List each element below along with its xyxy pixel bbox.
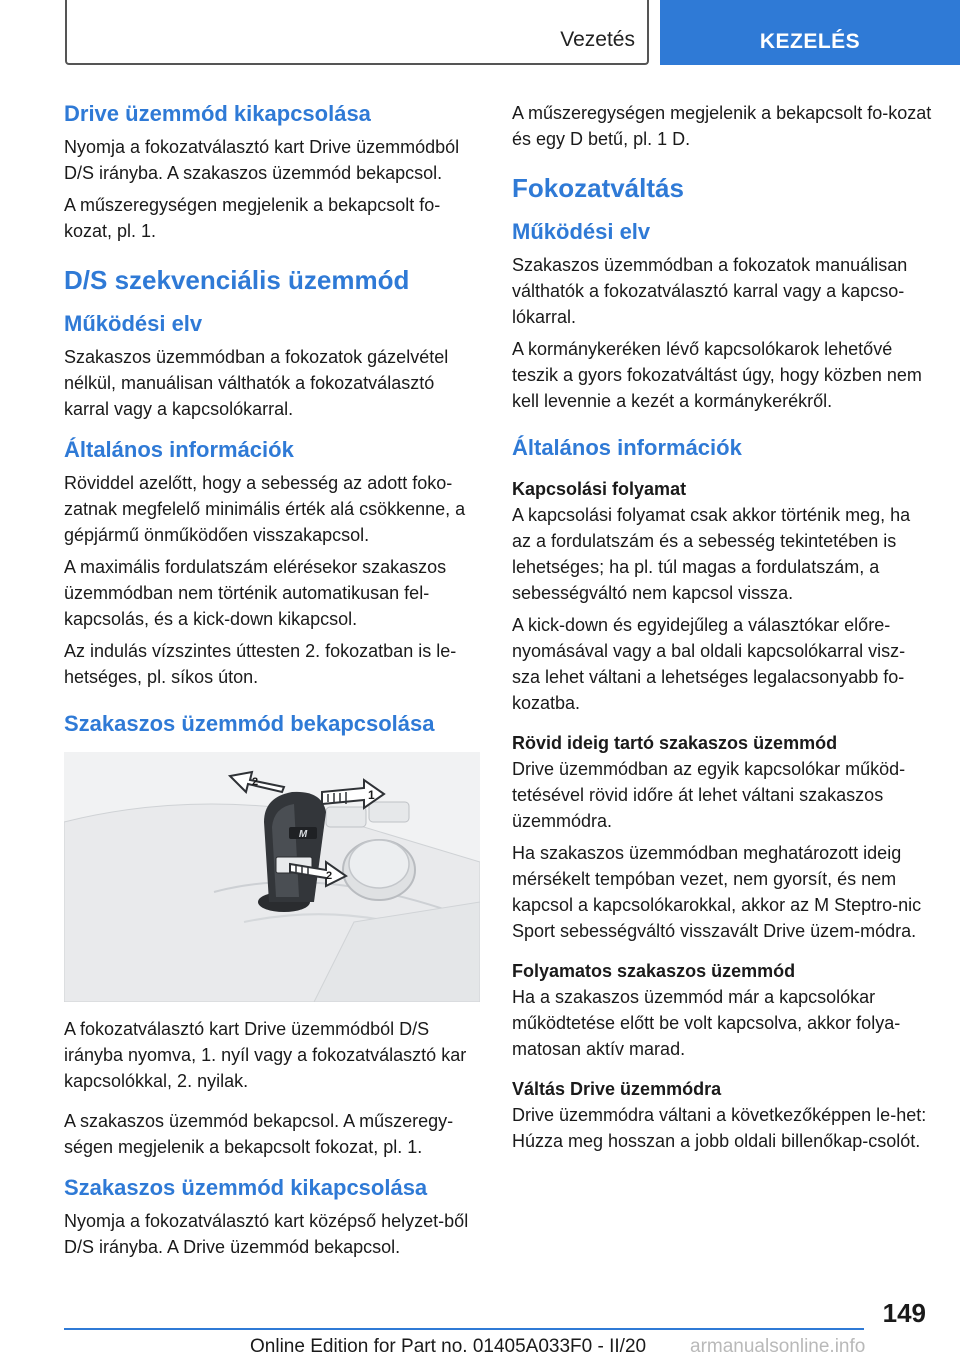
paragraph: A műszeregységen megjelenik a bekapcsolt fo-kozat és egy D betű, pl. 1 D. xyxy=(512,103,932,149)
paragraph: Az indulás vízszintes úttesten 2. fokozatban is le-hetséges, pl. síkos úton. xyxy=(64,641,457,687)
subheading-switch-to-drive: Váltás Drive üzemmódra xyxy=(512,1079,722,1099)
m-logo: M xyxy=(298,829,308,840)
arrow-2-top-label: 2 xyxy=(252,776,259,788)
paragraph: Ha a szakaszos üzemmód már a kapcsolókar működtetése előtt be volt kapcsolva, akkor folya-matosan aktív marad. xyxy=(512,987,901,1059)
paragraph: A kapcsolási folyamat csak akkor történik meg, ha az a fordulatszám és a sebesség tekintetében is lehetséges; ha pl. túl magas a fordulatszám, a sebességváltó nem kapcsol vissza. xyxy=(512,505,911,603)
paragraph: Ha szakaszos üzemmódban meghatározott ideig mérsékelt tempóban vezet, nem gyorsít, és nem kapcsol a kapcsolókarokkal, akkor az M Steptro-nic Sport sebességváltó visszavált Drive üzem-módra. xyxy=(512,843,922,941)
paragraph: Drive üzemmódra váltani a következőképpen le-het: Húzza meg hosszan a jobb oldali billenőkap-csolót. xyxy=(512,1105,927,1151)
subheading-process: Kapcsolási folyamat xyxy=(512,479,687,499)
page-number: 149 xyxy=(882,1298,926,1328)
paragraph: Nyomja a fokozatválasztó kart középső helyzet-ből D/S irányba. A Drive üzemmód bekapcsol. xyxy=(64,1211,469,1257)
heading-seq-on: Szakaszos üzemmód bekapcsolása xyxy=(64,711,435,736)
right-column xyxy=(512,100,932,1154)
figure-caption: A fokozatválasztó kart Drive üzemmódból D/S irányba nyomva, 1. nyíl vagy a fokozatválasztó kar kapcsolókkal, 2. nyilak. xyxy=(64,1019,467,1091)
watermark: armanualsonline.info xyxy=(690,1336,866,1357)
paragraph: Nyomja a fokozatválasztó kart Drive üzemmódból D/S irányba. A szakaszos üzemmód bekapcsol. xyxy=(64,137,460,183)
paragraph: A kormánykeréken lévő kapcsolókarok lehetővé teszik a gyors fokozatváltást úgy, hogy közben nem kell levennie a kezét a kormánykerékről. xyxy=(512,339,922,411)
header-chapter-tab[interactable]: KEZELÉS xyxy=(660,0,960,65)
paragraph: Szakaszos üzemmódban a fokozatok manuálisan válthatók a fokozatválasztó karral vagy a kapcso-lókarral. xyxy=(512,255,908,327)
paragraph: A műszeregységen megjelenik a bekapcsolt fo-kozat, pl. 1. xyxy=(64,195,441,241)
arrow-2-bottom-label: 2 xyxy=(326,870,333,882)
heading-general-info: Általános információk xyxy=(512,435,742,460)
arrow-1-label: 1 xyxy=(368,788,375,802)
gear-selector-illustration xyxy=(64,752,480,1002)
paragraph: A kick-down és egyidejűleg a választókar előre-nyomásával vagy a bal oldali kapcsolókarral visz-sza lehet váltani a lehetséges legalacsonyabb fo-kozatba. xyxy=(512,615,906,713)
header-frame xyxy=(65,0,649,65)
footer-edition: Online Edition for Part no. 01405A033F0 - II/20 xyxy=(250,1336,647,1357)
heading-general-info: Általános információk xyxy=(64,437,294,462)
left-column xyxy=(64,100,482,1260)
heading-ds-mode: D/S szekvenciális üzemmód xyxy=(64,265,410,295)
heading-gear-shift: Fokozatváltás xyxy=(512,173,684,203)
heading-principle: Működési elv xyxy=(512,219,651,244)
header-section-title: Vezetés xyxy=(560,28,635,51)
paragraph: A szakaszos üzemmód bekapcsol. A műszeregy-ségen megjelenik a bekapcsolt fokozat, pl. 1. xyxy=(64,1111,454,1157)
footer-rule xyxy=(64,1328,864,1330)
subheading-continuous-sequential: Folyamatos szakaszos üzemmód xyxy=(512,961,796,981)
paragraph: Röviddel azelőtt, hogy a sebesség az adott foko-zatnak megfelelő minimális érték alá csökkenne, a gépjármű önműködően visszakapcsol. xyxy=(64,473,466,545)
heading-drive-off: Drive üzemmód kikapcsolása xyxy=(64,101,371,126)
heading-principle: Működési elv xyxy=(64,311,203,336)
subheading-short-sequential: Rövid ideig tartó szakaszos üzemmód xyxy=(512,733,838,753)
gear-selector-figure xyxy=(64,752,480,1002)
paragraph: A maximális fordulatszám elérésekor szakaszos üzemmódban nem történik automatikusan fel-kapcsolás, és a kick-down kikapcsol. xyxy=(64,557,447,629)
paragraph: Drive üzemmódban az egyik kapcsolókar működ-tetésével rövid időre át lehet váltani szakaszos üzemmódra. xyxy=(512,759,906,831)
heading-seq-off: Szakaszos üzemmód kikapcsolása xyxy=(64,1175,428,1200)
paragraph: Szakaszos üzemmódban a fokozatok gázelvétel nélkül, manuálisan válthatók a fokozatválasztó karral vagy a kapcsolókarral. xyxy=(64,347,449,419)
